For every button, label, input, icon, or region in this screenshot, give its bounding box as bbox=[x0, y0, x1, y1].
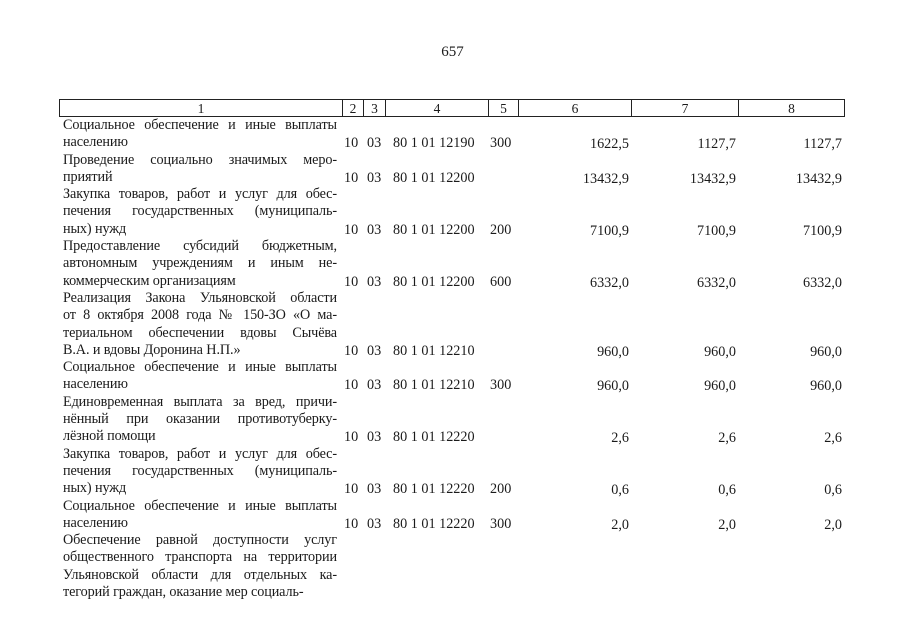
amount-col-7: 960,0 bbox=[704, 378, 736, 395]
amount-col-8: 2,0 bbox=[824, 516, 842, 533]
target-article-code: 80 1 01 12190 bbox=[393, 135, 475, 152]
description-line: тегорий граждан, оказание мер социаль- bbox=[63, 584, 304, 601]
description-line: териальном обеспечении вдовы Сычёва bbox=[63, 324, 337, 341]
target-article-code: 80 1 01 12210 bbox=[393, 377, 475, 394]
amount-col-6: 6332,0 bbox=[589, 274, 629, 291]
subsection-code: 03 bbox=[367, 342, 382, 359]
amount-col-7: 2,6 bbox=[718, 430, 736, 447]
description-line: В.А. и вдовы Доронина Н.П.» bbox=[63, 341, 241, 358]
description-line: автономным учреждениям и иным не- bbox=[63, 255, 337, 272]
description-line: Ульяновской области для отдельных ка- bbox=[63, 566, 337, 583]
description-line: Социальное обеспечение и иные выплаты bbox=[63, 359, 337, 376]
section-code: 10 bbox=[344, 515, 359, 532]
expense-type-code: 300 bbox=[490, 515, 512, 532]
section-code: 10 bbox=[344, 377, 359, 394]
subsection-code: 03 bbox=[367, 221, 382, 238]
description-line: приятий bbox=[63, 168, 113, 185]
row-description bbox=[63, 152, 337, 187]
amount-col-6: 7100,9 bbox=[589, 222, 629, 239]
description-line: общественного транспорта на территории bbox=[63, 549, 337, 566]
amount-col-7: 7100,9 bbox=[696, 222, 736, 239]
amount-col-7: 2,0 bbox=[718, 516, 736, 533]
target-article-code: 80 1 01 12220 bbox=[393, 481, 475, 498]
amount-col-8: 6332,0 bbox=[802, 274, 842, 291]
description-line: ных) нужд bbox=[63, 480, 127, 497]
row-description bbox=[63, 394, 337, 446]
expense-type-code: 300 bbox=[490, 377, 512, 394]
description-line: Социальное обеспечение и иные выплаты bbox=[63, 497, 337, 514]
description-line: нённый при оказании противотуберку- bbox=[63, 411, 337, 428]
amount-col-6: 2,0 bbox=[611, 516, 629, 533]
row-description bbox=[63, 359, 337, 394]
description-line: Проведение социально значимых меро- bbox=[63, 151, 337, 168]
section-code: 10 bbox=[344, 273, 359, 290]
description-line: ных) нужд bbox=[63, 220, 127, 237]
amount-col-7: 960,0 bbox=[704, 343, 736, 360]
amount-col-6: 960,0 bbox=[597, 378, 629, 395]
amount-col-8: 960,0 bbox=[810, 378, 842, 395]
target-article-code: 80 1 01 12200 bbox=[393, 169, 475, 186]
description-line: коммерческим организациям bbox=[63, 272, 236, 289]
amount-col-6: 1622,5 bbox=[589, 136, 629, 153]
section-code: 10 bbox=[344, 221, 359, 238]
header-col-2: 2 bbox=[349, 101, 357, 116]
subsection-code: 03 bbox=[367, 515, 382, 532]
target-article-code: 80 1 01 12200 bbox=[393, 221, 475, 238]
expense-type-code: 600 bbox=[490, 273, 512, 290]
description-line: Закупка товаров, работ и услуг для обес- bbox=[63, 186, 337, 203]
header-col-3: 3 bbox=[371, 101, 378, 116]
target-article-code: 80 1 01 12200 bbox=[393, 273, 475, 290]
target-article-code: 80 1 01 12220 bbox=[393, 429, 475, 446]
amount-col-6: 13432,9 bbox=[582, 170, 629, 187]
page-number: 657 bbox=[441, 44, 464, 60]
header-col-4: 4 bbox=[433, 101, 441, 116]
description-line: населению bbox=[63, 376, 128, 393]
header-col-1: 1 bbox=[197, 101, 205, 116]
description-line: населению bbox=[63, 134, 128, 151]
header-col-5: 5 bbox=[500, 101, 507, 116]
expense-type-code: 300 bbox=[490, 135, 512, 152]
expense-type-code: 200 bbox=[490, 221, 512, 238]
target-article-code: 80 1 01 12210 bbox=[393, 342, 475, 359]
description-line: населению bbox=[63, 514, 128, 531]
section-code: 10 bbox=[344, 342, 359, 359]
row-description bbox=[63, 446, 337, 498]
subsection-code: 03 bbox=[367, 135, 382, 152]
description-line: Реализация Закона Ульяновской области bbox=[63, 290, 337, 306]
amount-col-7: 13432,9 bbox=[689, 170, 736, 187]
amount-col-7: 6332,0 bbox=[696, 274, 736, 291]
amount-col-8: 960,0 bbox=[810, 343, 842, 360]
amount-col-8: 2,6 bbox=[824, 430, 842, 447]
description-line: печения государственных (муниципаль- bbox=[63, 203, 337, 220]
amount-col-6: 2,6 bbox=[611, 430, 629, 447]
row-description bbox=[63, 117, 337, 152]
section-code: 10 bbox=[344, 429, 359, 446]
subsection-code: 03 bbox=[367, 273, 382, 290]
description-line: Обеспечение равной доступности услуг bbox=[63, 532, 337, 549]
description-line: Социальное обеспечение и иные выплаты bbox=[63, 117, 337, 133]
target-article-code: 80 1 01 12220 bbox=[393, 515, 475, 532]
row-description bbox=[63, 498, 337, 533]
section-code: 10 bbox=[344, 481, 359, 498]
amount-col-8: 7100,9 bbox=[802, 222, 842, 239]
table-header bbox=[59, 99, 845, 117]
amount-col-6: 960,0 bbox=[597, 343, 629, 360]
description-line: печения государственных (муниципаль- bbox=[63, 462, 337, 479]
description-line: Закупка товаров, работ и услуг для обес- bbox=[63, 445, 337, 462]
description-line: Единовременная выплата за вред, причи- bbox=[63, 393, 337, 410]
section-code: 10 bbox=[344, 135, 359, 152]
subsection-code: 03 bbox=[367, 377, 382, 394]
subsection-code: 03 bbox=[367, 169, 382, 186]
row-description bbox=[63, 186, 337, 238]
expense-type-code: 200 bbox=[490, 481, 512, 498]
header-col-8: 8 bbox=[788, 101, 795, 116]
subsection-code: 03 bbox=[367, 429, 382, 446]
amount-col-6: 0,6 bbox=[611, 482, 629, 499]
header-col-7: 7 bbox=[681, 101, 689, 116]
row-description bbox=[63, 238, 337, 290]
amount-col-7: 1127,7 bbox=[697, 136, 736, 153]
amount-col-8: 13432,9 bbox=[795, 170, 842, 187]
row-description bbox=[63, 290, 337, 359]
description-line: от 8 октября 2008 года № 150-ЗО «О ма- bbox=[63, 307, 337, 324]
section-code: 10 bbox=[344, 169, 359, 186]
amount-col-8: 1127,7 bbox=[803, 136, 842, 153]
row-description bbox=[63, 532, 337, 601]
amount-col-7: 0,6 bbox=[718, 482, 736, 499]
description-line: Предоставление субсидий бюджетным, bbox=[63, 238, 337, 255]
description-line: лёзной помощи bbox=[63, 428, 156, 445]
header-col-6: 6 bbox=[571, 101, 579, 116]
amount-col-8: 0,6 bbox=[824, 482, 842, 499]
subsection-code: 03 bbox=[367, 481, 382, 498]
